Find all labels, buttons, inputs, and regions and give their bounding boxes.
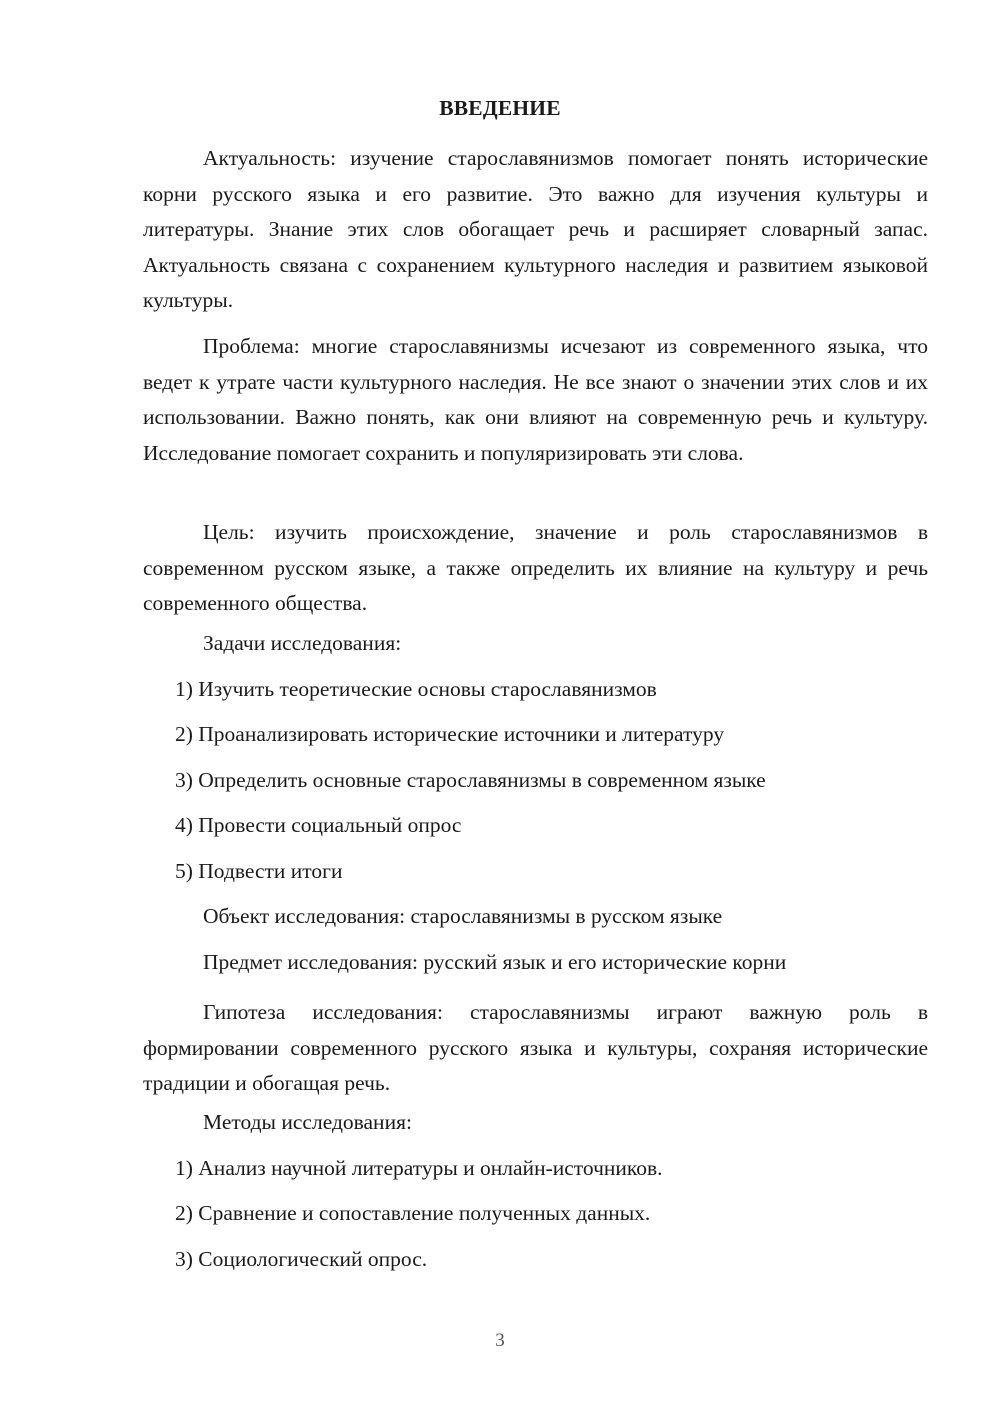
relevance-paragraph: Актуальность: изучение старославянизмов помогает понять исторические корни русского языка и его развитие. Это важно для изучения культуры и литературы. Знание этих слов обогащает речь и расширяет словарный запас. Актуальность связана с сохранением культурного наследия и развитием языковой культуры. bbox=[143, 146, 928, 312]
research-subject: Предмет исследования: русский язык и его исторические корни bbox=[203, 950, 787, 974]
section-title: ВВЕДЕНИЕ bbox=[439, 96, 561, 120]
task-item: 3) Определить основные старославянизмы в современном языке bbox=[175, 768, 766, 792]
task-item: 5) Подвести итоги bbox=[175, 859, 343, 883]
hypothesis-paragraph-block bbox=[143, 995, 928, 1102]
hypothesis-paragraph: Гипотеза исследования: старославянизмы играют важную роль в формировании современного русского языка и культуры, сохраняя исторические традиции и обогащая речь. bbox=[143, 1000, 928, 1095]
goal-paragraph-block bbox=[143, 515, 928, 622]
problem-paragraph: Проблема: многие старославянизмы исчезают из современного языка, что ведет к утрате части культурного наследия. Не все знают о значении этих слов и их использовании. Важно понять, как они влияют на современную речь и культуру. Исследование помогает сохранить и популяризировать эти слова. bbox=[143, 334, 928, 465]
method-item: 1) Анализ научной литературы и онлайн-источников. bbox=[175, 1156, 663, 1180]
relevance-paragraph-block bbox=[143, 141, 928, 319]
tasks-heading: Задачи исследования: bbox=[203, 631, 402, 655]
task-item: 1) Изучить теоретические основы старославянизмов bbox=[175, 677, 657, 701]
method-item: 2) Сравнение и сопоставление полученных данных. bbox=[175, 1201, 651, 1225]
task-item: 2) Проанализировать исторические источники и литературу bbox=[175, 722, 725, 746]
method-item: 3) Социологический опрос. bbox=[175, 1247, 428, 1271]
problem-paragraph-block bbox=[143, 329, 928, 471]
methods-heading: Методы исследования: bbox=[203, 1110, 412, 1134]
task-item: 4) Провести социальный опрос bbox=[175, 813, 462, 837]
goal-paragraph: Цель: изучить происхождение, значение и роль старославянизмов в современном русском языке, а также определить их влияние на культуру и речь современного общества. bbox=[143, 520, 928, 615]
page-number: 3 bbox=[495, 1330, 505, 1351]
research-object: Объект исследования: старославянизмы в русском языке bbox=[203, 904, 723, 928]
